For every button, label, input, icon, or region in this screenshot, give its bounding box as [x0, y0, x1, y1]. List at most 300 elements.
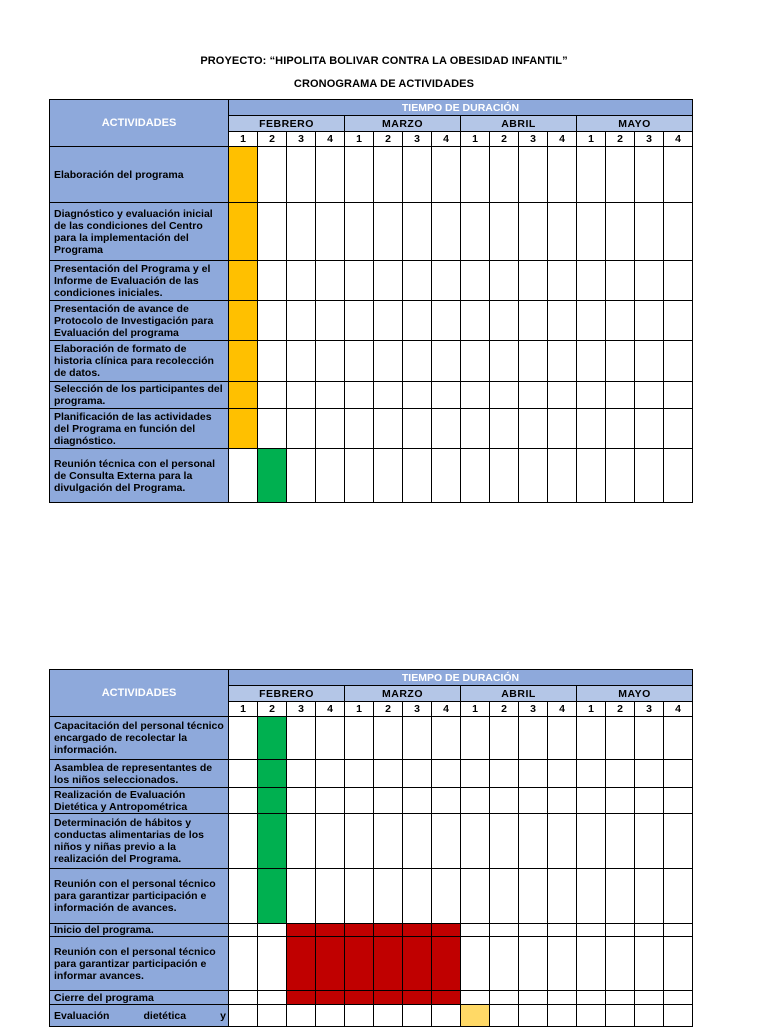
month-header: MARZO [345, 686, 461, 702]
activity-label: Reunión con el personal técnico para garantizar participación e información de avances. [50, 869, 229, 924]
activity-label: Capacitación del personal técnico encargado de recolectar la información. [50, 717, 229, 760]
week-cell [548, 991, 577, 1005]
scheduled-week-cell [287, 991, 316, 1005]
week-cell [432, 147, 461, 203]
week-cell [664, 1005, 693, 1027]
week-cell [432, 449, 461, 503]
week-cell [577, 1005, 606, 1027]
week-cell [664, 788, 693, 814]
week-cell [461, 937, 490, 991]
week-cell [432, 788, 461, 814]
week-cell [287, 301, 316, 341]
week-cell [403, 814, 432, 869]
week-cell [258, 1005, 287, 1027]
week-cell [258, 382, 287, 409]
week-cell [316, 760, 345, 788]
week-cell [345, 814, 374, 869]
week-cell [664, 814, 693, 869]
activity-row [50, 203, 693, 261]
week-cell [606, 147, 635, 203]
week-cell [287, 147, 316, 203]
week-cell [519, 261, 548, 301]
week-cell [316, 301, 345, 341]
week-cell [432, 869, 461, 924]
week-cell [548, 449, 577, 503]
week-cell [548, 203, 577, 261]
week-cell [606, 991, 635, 1005]
week-cell [664, 869, 693, 924]
week-cell [432, 301, 461, 341]
week-cell [577, 409, 606, 449]
week-cell [606, 937, 635, 991]
week-cell [635, 341, 664, 382]
scheduled-week-cell [345, 991, 374, 1005]
scheduled-week-cell [374, 937, 403, 991]
week-cell [345, 261, 374, 301]
week-cell [577, 301, 606, 341]
week-cell [519, 203, 548, 261]
week-cell [432, 760, 461, 788]
week-cell [635, 937, 664, 991]
activity-row [50, 382, 693, 409]
week-cell [229, 924, 258, 937]
week-cell [664, 203, 693, 261]
activity-row [50, 760, 693, 788]
schedule-table-1 [49, 99, 693, 503]
week-cell [664, 717, 693, 760]
week-cell [432, 814, 461, 869]
week-cell [519, 147, 548, 203]
week-cell [316, 409, 345, 449]
week-number: 4 [316, 702, 345, 717]
week-cell [461, 449, 490, 503]
week-cell [490, 869, 519, 924]
week-cell [577, 449, 606, 503]
activity-label: Planificación de las actividades del Programa en función del diagnóstico. [50, 409, 229, 449]
week-cell [258, 991, 287, 1005]
week-number: 4 [432, 702, 461, 717]
week-cell [490, 341, 519, 382]
scheduled-week-cell [258, 449, 287, 503]
week-cell [229, 869, 258, 924]
scheduled-week-cell [374, 991, 403, 1005]
week-cell [403, 717, 432, 760]
week-cell [316, 341, 345, 382]
week-number: 4 [316, 132, 345, 147]
week-number: 1 [229, 132, 258, 147]
week-cell [664, 449, 693, 503]
month-header: MARZO [345, 116, 461, 132]
activity-label: Asamblea de representantes de los niños seleccionados. [50, 760, 229, 788]
week-cell [229, 788, 258, 814]
week-cell [374, 788, 403, 814]
week-cell [606, 409, 635, 449]
week-cell [345, 341, 374, 382]
week-cell [258, 937, 287, 991]
week-cell [606, 449, 635, 503]
activity-label: Evaluación dietética y [50, 1005, 229, 1027]
week-cell [258, 261, 287, 301]
week-cell [316, 261, 345, 301]
month-header: ABRIL [461, 686, 577, 702]
week-number: 1 [461, 132, 490, 147]
week-cell [664, 991, 693, 1005]
week-cell [461, 261, 490, 301]
week-number: 1 [577, 702, 606, 717]
week-cell [403, 261, 432, 301]
week-cell [403, 760, 432, 788]
activity-label: Selección de los participantes del programa. [50, 382, 229, 409]
week-cell [548, 382, 577, 409]
week-cell [606, 203, 635, 261]
activity-label: Reunión técnica con el personal de Consulta Externa para la divulgación del Programa. [50, 449, 229, 503]
scheduled-week-cell [258, 814, 287, 869]
activity-label: Determinación de hábitos y conductas alimentarias de los niños y niñas previo a la realización del Programa. [50, 814, 229, 869]
week-cell [664, 382, 693, 409]
scheduled-week-cell [229, 261, 258, 301]
week-cell [316, 449, 345, 503]
week-number: 2 [606, 132, 635, 147]
week-cell [461, 341, 490, 382]
week-cell [490, 760, 519, 788]
week-cell [548, 788, 577, 814]
scheduled-week-cell [258, 717, 287, 760]
week-cell [345, 788, 374, 814]
week-cell [519, 991, 548, 1005]
activity-label: Reunión con el personal técnico para garantizar participación e informar avances. [50, 937, 229, 991]
week-number: 4 [664, 132, 693, 147]
week-cell [548, 869, 577, 924]
activity-row [50, 449, 693, 503]
week-cell [519, 869, 548, 924]
week-number: 1 [345, 132, 374, 147]
week-number: 2 [374, 702, 403, 717]
week-cell [548, 147, 577, 203]
scheduled-week-cell [258, 760, 287, 788]
scheduled-week-cell [229, 409, 258, 449]
week-cell [374, 1005, 403, 1027]
week-cell [548, 717, 577, 760]
week-cell [374, 147, 403, 203]
week-cell [287, 1005, 316, 1027]
week-cell [490, 937, 519, 991]
week-cell [577, 203, 606, 261]
week-number: 3 [635, 702, 664, 717]
week-cell [345, 760, 374, 788]
scheduled-week-cell [316, 991, 345, 1005]
activity-row [50, 924, 693, 937]
week-cell [664, 147, 693, 203]
activity-label: Diagnóstico y evaluación inicial de las condiciones del Centro para la implementación del Programa [50, 203, 229, 261]
week-cell [374, 382, 403, 409]
scheduled-week-cell [403, 991, 432, 1005]
activity-row [50, 814, 693, 869]
scheduled-week-cell [461, 1005, 490, 1027]
activity-row [50, 1005, 693, 1027]
week-cell [635, 717, 664, 760]
week-cell [519, 301, 548, 341]
week-number: 4 [664, 702, 693, 717]
week-cell [287, 449, 316, 503]
week-cell [577, 382, 606, 409]
week-cell [606, 814, 635, 869]
week-cell [287, 261, 316, 301]
week-cell [403, 449, 432, 503]
scheduled-week-cell [316, 937, 345, 991]
week-cell [664, 760, 693, 788]
activities-header: ACTIVIDADES [50, 100, 229, 147]
week-cell [461, 869, 490, 924]
week-cell [316, 788, 345, 814]
week-cell [519, 1005, 548, 1027]
week-cell [664, 409, 693, 449]
activity-row [50, 261, 693, 301]
scheduled-week-cell [432, 991, 461, 1005]
month-header: MAYO [577, 686, 693, 702]
week-cell [374, 717, 403, 760]
week-cell [374, 203, 403, 261]
scheduled-week-cell [229, 203, 258, 261]
week-cell [403, 301, 432, 341]
week-cell [490, 203, 519, 261]
duration-header: TIEMPO DE DURACIÓN [229, 100, 693, 116]
week-cell [635, 261, 664, 301]
week-cell [345, 301, 374, 341]
week-cell [606, 760, 635, 788]
week-cell [432, 717, 461, 760]
week-cell [577, 924, 606, 937]
week-cell [345, 382, 374, 409]
week-cell [316, 382, 345, 409]
week-number: 1 [577, 132, 606, 147]
week-cell [548, 409, 577, 449]
week-cell [403, 409, 432, 449]
week-cell [316, 814, 345, 869]
activity-label: Presentación del Programa y el Informe de Evaluación de las condiciones iniciales. [50, 261, 229, 301]
week-cell [490, 788, 519, 814]
week-cell [287, 788, 316, 814]
scheduled-week-cell [229, 147, 258, 203]
week-cell [606, 1005, 635, 1027]
week-cell [577, 814, 606, 869]
week-cell [345, 409, 374, 449]
activity-row [50, 717, 693, 760]
week-cell [229, 760, 258, 788]
activity-label: Elaboración del programa [50, 147, 229, 203]
week-cell [606, 869, 635, 924]
duration-header: TIEMPO DE DURACIÓN [229, 670, 693, 686]
week-number: 4 [432, 132, 461, 147]
week-cell [490, 147, 519, 203]
week-cell [229, 814, 258, 869]
week-cell [577, 788, 606, 814]
week-cell [258, 203, 287, 261]
week-cell [490, 261, 519, 301]
week-number: 1 [229, 702, 258, 717]
week-cell [316, 147, 345, 203]
week-cell [635, 382, 664, 409]
week-cell [635, 449, 664, 503]
week-cell [461, 203, 490, 261]
week-cell [229, 1005, 258, 1027]
week-cell [664, 937, 693, 991]
week-cell [606, 261, 635, 301]
week-cell [287, 814, 316, 869]
week-cell [519, 717, 548, 760]
month-header: MAYO [577, 116, 693, 132]
week-cell [258, 341, 287, 382]
week-cell [519, 760, 548, 788]
week-cell [316, 869, 345, 924]
week-cell [432, 341, 461, 382]
scheduled-week-cell [316, 924, 345, 937]
week-cell [345, 1005, 374, 1027]
activity-label: Inicio del programa. [50, 924, 229, 937]
week-cell [432, 382, 461, 409]
schedule-subtitle: CRONOGRAMA DE ACTIVIDADES [293, 78, 475, 90]
week-number: 3 [287, 702, 316, 717]
scheduled-week-cell [432, 924, 461, 937]
week-cell [635, 869, 664, 924]
week-cell [548, 924, 577, 937]
week-cell [519, 924, 548, 937]
week-cell [548, 341, 577, 382]
week-cell [635, 788, 664, 814]
week-cell [287, 869, 316, 924]
scheduled-week-cell [403, 937, 432, 991]
week-cell [635, 991, 664, 1005]
week-cell [345, 203, 374, 261]
week-cell [548, 301, 577, 341]
week-cell [577, 991, 606, 1005]
week-cell [374, 409, 403, 449]
scheduled-week-cell [345, 924, 374, 937]
week-cell [461, 814, 490, 869]
week-cell [577, 937, 606, 991]
scheduled-week-cell [258, 788, 287, 814]
week-cell [519, 788, 548, 814]
week-cell [490, 409, 519, 449]
week-cell [664, 261, 693, 301]
week-cell [635, 203, 664, 261]
week-number: 4 [548, 132, 577, 147]
week-cell [403, 341, 432, 382]
week-cell [519, 341, 548, 382]
scheduled-week-cell [345, 937, 374, 991]
week-cell [606, 341, 635, 382]
week-cell [374, 760, 403, 788]
week-cell [345, 717, 374, 760]
activity-row [50, 409, 693, 449]
week-cell [432, 1005, 461, 1027]
week-cell [519, 409, 548, 449]
week-number: 1 [345, 702, 374, 717]
week-cell [519, 937, 548, 991]
scheduled-week-cell [287, 937, 316, 991]
week-cell [548, 261, 577, 301]
week-cell [432, 261, 461, 301]
week-cell [374, 814, 403, 869]
scheduled-week-cell [229, 301, 258, 341]
week-cell [374, 449, 403, 503]
week-cell [461, 301, 490, 341]
week-cell [635, 814, 664, 869]
week-cell [577, 717, 606, 760]
week-cell [258, 147, 287, 203]
week-number: 2 [490, 702, 519, 717]
week-cell [664, 341, 693, 382]
week-cell [548, 760, 577, 788]
schedule-table-2 [49, 669, 693, 1027]
week-cell [316, 203, 345, 261]
week-number: 3 [519, 702, 548, 717]
week-number: 2 [258, 132, 287, 147]
week-cell [548, 814, 577, 869]
week-cell [635, 760, 664, 788]
week-cell [229, 937, 258, 991]
week-cell [403, 203, 432, 261]
week-cell [258, 924, 287, 937]
week-cell [606, 788, 635, 814]
week-cell [490, 449, 519, 503]
week-cell [287, 760, 316, 788]
scheduled-week-cell [258, 869, 287, 924]
week-number: 3 [635, 132, 664, 147]
week-cell [519, 449, 548, 503]
activity-label: Presentación de avance de Protocolo de Investigación para Evaluación del programa [50, 301, 229, 341]
week-cell [635, 147, 664, 203]
week-cell [403, 869, 432, 924]
week-cell [403, 788, 432, 814]
week-cell [316, 717, 345, 760]
activity-row [50, 147, 693, 203]
week-cell [664, 301, 693, 341]
week-cell [519, 814, 548, 869]
week-number: 2 [490, 132, 519, 147]
week-cell [606, 717, 635, 760]
month-header: FEBRERO [229, 116, 345, 132]
week-number: 3 [403, 132, 432, 147]
week-cell [606, 301, 635, 341]
week-cell [345, 147, 374, 203]
week-number: 2 [606, 702, 635, 717]
week-cell [403, 147, 432, 203]
activity-row [50, 341, 693, 382]
week-cell [577, 341, 606, 382]
week-cell [635, 409, 664, 449]
activity-label: Cierre del programa [50, 991, 229, 1005]
week-number: 2 [258, 702, 287, 717]
scheduled-week-cell [287, 924, 316, 937]
week-cell [432, 203, 461, 261]
week-cell [316, 1005, 345, 1027]
activity-row [50, 937, 693, 991]
activity-row [50, 788, 693, 814]
scheduled-week-cell [403, 924, 432, 937]
week-cell [664, 924, 693, 937]
week-cell [229, 991, 258, 1005]
activity-label: Realización de Evaluación Dietética y Antropométrica [50, 788, 229, 814]
week-cell [287, 203, 316, 261]
week-number: 2 [374, 132, 403, 147]
week-cell [490, 301, 519, 341]
week-cell [461, 717, 490, 760]
week-cell [635, 1005, 664, 1027]
week-cell [461, 409, 490, 449]
week-cell [461, 788, 490, 814]
week-cell [490, 814, 519, 869]
week-cell [577, 869, 606, 924]
